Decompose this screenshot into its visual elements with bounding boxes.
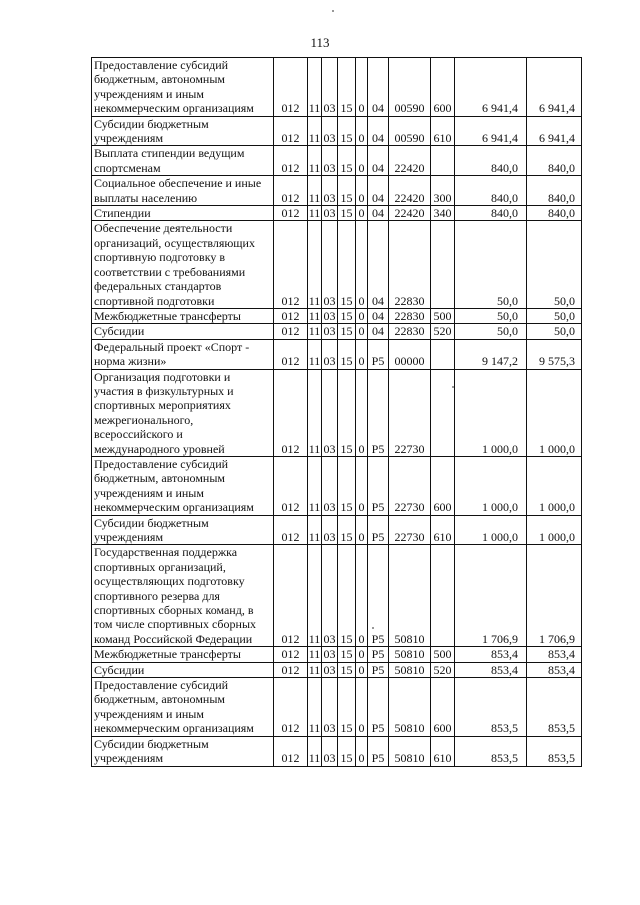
cell-ved: 012 — [274, 116, 308, 146]
cell-target-4: 22730 — [389, 515, 431, 545]
cell-target-2: 0 — [356, 545, 368, 647]
cell-subsection: 03 — [322, 116, 338, 146]
cell-target-1: 15 — [338, 678, 356, 737]
cell-ved: 012 — [274, 456, 308, 515]
cell-target-1: 15 — [338, 545, 356, 647]
page-number: 113 — [310, 35, 330, 50]
table-row — [92, 116, 582, 146]
cell-section: 11 — [308, 58, 322, 117]
cell-name: Федеральный проект «Спорт - норма жизни» — [92, 339, 274, 369]
cell-target-4: 00590 — [389, 58, 431, 117]
table-row — [92, 456, 582, 515]
cell-target-2: 0 — [356, 678, 368, 737]
cell-target-1: 15 — [338, 58, 356, 117]
cell-name: Государственная поддержка спортивных организаций, осуществляющих подготовку спортивного резерва для спортивных сборных команд, в том числе спортивных сборных команд Российской Федерации — [92, 545, 274, 647]
cell-target-1: 15 — [338, 736, 356, 766]
table-row — [92, 369, 582, 456]
cell-sum-1: 1 000,0 — [455, 515, 527, 545]
cell-target-2: 0 — [356, 206, 368, 221]
table-row — [92, 545, 582, 647]
cell-section: 11 — [308, 206, 321, 221]
cell-target-1: 15 — [338, 647, 356, 662]
cell-sum-1: 853,4 — [455, 647, 527, 662]
cell-target-1: 15 — [338, 116, 356, 146]
cell-target-1: 15 — [338, 339, 356, 369]
cell-sum-2: 840,0 — [527, 206, 582, 221]
cell-name: Субсидии — [92, 662, 274, 677]
cell-ved: 012 — [274, 662, 308, 677]
cell-target-2: 0 — [356, 308, 368, 323]
cell-ved: 012 — [274, 369, 308, 456]
cell-sum-1: 1 000,0 — [455, 369, 527, 456]
cell-ved: 012 — [274, 146, 308, 176]
cell-name: Выплата стипендии ведущим спортсменам — [92, 146, 274, 176]
cell-target-1: 15 — [338, 221, 356, 308]
cell-target-1: 15 — [338, 206, 356, 221]
cell-target-1: 15 — [338, 176, 356, 206]
cell-sum-2: 853,4 — [527, 662, 582, 677]
cell-target-4: 50810 — [389, 545, 431, 647]
cell-target-3: 04 — [368, 116, 389, 146]
cell-subsection: 03 — [323, 647, 336, 662]
cell-sum-1: 1 706,9 — [455, 545, 527, 647]
cell-subsection: 03 — [322, 678, 338, 737]
cell-subsection: 03 — [322, 146, 338, 176]
cell-sum-2: 1 000,0 — [527, 515, 582, 545]
cell-target-2: 0 — [356, 515, 368, 545]
cell-sum-1: 853,5 — [455, 678, 527, 737]
scan-speck — [332, 10, 334, 12]
cell-target-1: 15 — [338, 515, 356, 545]
cell-section: 11 — [308, 308, 321, 323]
cell-name: Предоставление субсидий бюджетным, автономным учреждениям и иным некоммерческим организациям — [92, 678, 274, 737]
cell-sum-2: 50,0 — [527, 221, 582, 308]
cell-expense-type: 610 — [431, 116, 455, 146]
cell-name: Межбюджетные трансферты — [92, 647, 274, 662]
cell-subsection: 03 — [323, 662, 336, 677]
cell-sum-2: 853,5 — [527, 678, 582, 737]
cell-section: 11 — [308, 678, 322, 737]
table-row — [92, 176, 582, 206]
cell-section: 11 — [308, 647, 321, 662]
cell-section: 11 — [308, 116, 322, 146]
cell-target-4: 50810 — [389, 678, 431, 737]
cell-sum-1: 853,5 — [455, 736, 527, 766]
cell-target-3: 04 — [368, 176, 389, 206]
cell-sum-2: 840,0 — [527, 176, 582, 206]
cell-ved: 012 — [274, 339, 308, 369]
cell-expense-type: 610 — [431, 736, 455, 766]
cell-target-2: 0 — [356, 456, 368, 515]
table-row — [92, 221, 582, 308]
cell-subsection: 03 — [323, 324, 336, 339]
cell-target-2: 0 — [356, 324, 368, 339]
cell-subsection: 03 — [322, 339, 338, 369]
cell-target-1: 15 — [338, 369, 356, 456]
cell-name: Субсидии бюджетным учреждениям — [92, 736, 274, 766]
cell-target-1: 15 — [338, 456, 356, 515]
cell-section: 11 — [308, 662, 321, 677]
cell-sum-1: 853,4 — [455, 662, 527, 677]
cell-expense-type: 500 — [431, 647, 455, 662]
cell-sum-2: 50,0 — [527, 324, 582, 339]
cell-name: Субсидии — [92, 324, 274, 339]
cell-target-2: 0 — [356, 221, 368, 308]
table-row — [92, 736, 582, 766]
cell-section: 11 — [308, 736, 322, 766]
cell-target-2: 0 — [356, 176, 368, 206]
cell-target-4: 50810 — [389, 662, 431, 677]
cell-sum-2: 6 941,4 — [527, 116, 582, 146]
cell-expense-type: 600 — [431, 456, 455, 515]
cell-section: 11 — [308, 545, 322, 647]
cell-target-1: 15 — [338, 662, 356, 677]
cell-subsection: 03 — [322, 176, 338, 206]
cell-expense-type: 600 — [431, 678, 455, 737]
cell-name: Предоставление субсидий бюджетным, автономным учреждениям и иным некоммерческим организациям — [92, 456, 274, 515]
cell-section: 11 — [308, 176, 322, 206]
cell-ved: 012 — [274, 308, 308, 323]
cell-target-2: 0 — [356, 369, 368, 456]
table-row — [92, 308, 582, 323]
cell-target-2: 0 — [356, 116, 368, 146]
cell-sum-2: 1 000,0 — [527, 369, 582, 456]
cell-sum-2: 853,4 — [527, 647, 582, 662]
cell-target-3: P5 — [368, 736, 389, 766]
cell-target-2: 0 — [356, 736, 368, 766]
cell-ved: 012 — [274, 678, 308, 737]
cell-sum-1: 840,0 — [455, 206, 527, 221]
cell-section: 11 — [308, 515, 322, 545]
cell-target-4: 00590 — [389, 116, 431, 146]
cell-target-4: 50810 — [389, 647, 431, 662]
cell-sum-2: 853,5 — [527, 736, 582, 766]
cell-target-4: 22420 — [389, 146, 431, 176]
cell-sum-1: 6 941,4 — [455, 116, 527, 146]
cell-expense-type — [431, 339, 455, 369]
cell-sum-1: 50,0 — [455, 324, 527, 339]
cell-subsection: 03 — [323, 206, 336, 221]
cell-target-4: 22730 — [389, 369, 431, 456]
cell-target-3: 04 — [368, 58, 389, 117]
cell-sum-1: 9 147,2 — [455, 339, 527, 369]
cell-ved: 012 — [274, 176, 308, 206]
cell-target-4: 22830 — [389, 324, 431, 339]
cell-expense-type — [431, 146, 455, 176]
cell-section: 11 — [308, 221, 322, 308]
cell-sum-2: 9 575,3 — [527, 339, 582, 369]
cell-ved: 012 — [274, 58, 308, 117]
cell-target-1: 15 — [338, 146, 356, 176]
cell-target-3: P5 — [368, 647, 389, 662]
cell-target-3: 04 — [368, 221, 389, 308]
table-row — [92, 146, 582, 176]
cell-target-4: 22420 — [389, 206, 431, 221]
cell-sum-1: 840,0 — [455, 176, 527, 206]
cell-name: Организация подготовки и участия в физкультурных и спортивных мероприятиях межрегионального, всероссийского и международного уровней — [92, 369, 274, 456]
cell-target-3: P5 — [368, 678, 389, 737]
cell-target-4: 22730 — [389, 456, 431, 515]
cell-target-4: 50810 — [389, 736, 431, 766]
budget-table — [91, 57, 582, 767]
cell-sum-1: 840,0 — [455, 146, 527, 176]
table-row — [92, 206, 582, 221]
cell-target-4: 22830 — [389, 221, 431, 308]
cell-ved: 012 — [274, 736, 308, 766]
cell-target-2: 0 — [356, 662, 368, 677]
cell-subsection: 03 — [322, 58, 338, 117]
cell-sum-1: 50,0 — [455, 308, 527, 323]
cell-target-3: P5 — [368, 662, 389, 677]
cell-ved: 012 — [274, 545, 308, 647]
cell-section: 11 — [308, 456, 322, 515]
cell-target-3: 04 — [368, 206, 389, 221]
cell-target-3: P5 — [368, 545, 389, 647]
cell-name: Межбюджетные трансферты — [92, 308, 274, 323]
table-row — [92, 678, 582, 737]
cell-target-4: 00000 — [389, 339, 431, 369]
cell-ved: 012 — [274, 515, 308, 545]
cell-expense-type: 500 — [431, 308, 455, 323]
cell-subsection: 03 — [323, 308, 336, 323]
cell-target-3: P5 — [368, 339, 389, 369]
cell-sum-2: 1 706,9 — [527, 545, 582, 647]
cell-ved: 012 — [274, 221, 308, 308]
cell-sum-1: 6 941,4 — [455, 58, 527, 117]
cell-subsection: 03 — [322, 545, 338, 647]
cell-name: Стипендии — [92, 206, 274, 221]
table-body — [92, 58, 582, 767]
cell-target-1: 15 — [338, 308, 356, 323]
cell-name: Обеспечение деятельности организаций, осуществляющих спортивную подготовку в соответствии с требованиями федеральных стандартов спортивной подготовки — [92, 221, 274, 308]
cell-ved: 012 — [274, 647, 308, 662]
table-row — [92, 515, 582, 545]
cell-section: 11 — [308, 324, 321, 339]
cell-expense-type: 520 — [431, 662, 455, 677]
table-row — [92, 662, 582, 677]
table-row — [92, 324, 582, 339]
cell-sum-2: 50,0 — [527, 308, 582, 323]
cell-expense-type — [431, 221, 455, 308]
cell-section: 11 — [308, 146, 322, 176]
cell-expense-type: 300 — [431, 176, 455, 206]
cell-target-3: 04 — [368, 146, 389, 176]
cell-target-3: 04 — [368, 308, 389, 323]
cell-sum-1: 50,0 — [455, 221, 527, 308]
cell-target-1: 15 — [338, 324, 356, 339]
cell-target-4: 22420 — [389, 176, 431, 206]
cell-subsection: 03 — [322, 515, 338, 545]
table-row — [92, 647, 582, 662]
cell-target-3: P5 — [368, 456, 389, 515]
cell-target-3: P5 — [368, 369, 389, 456]
cell-name: Предоставление субсидий бюджетным, автономным учреждениям и иным некоммерческим организациям — [92, 58, 274, 117]
cell-sum-2: 6 941,4 — [527, 58, 582, 117]
cell-name: Субсидии бюджетным учреждениям — [92, 116, 274, 146]
cell-subsection: 03 — [322, 369, 338, 456]
cell-name: Субсидии бюджетным учреждениям — [92, 515, 274, 545]
cell-target-2: 0 — [356, 339, 368, 369]
cell-sum-2: 1 000,0 — [527, 456, 582, 515]
cell-target-4: 22830 — [389, 308, 431, 323]
cell-expense-type: 340 — [431, 206, 455, 221]
cell-section: 11 — [308, 339, 322, 369]
cell-target-3: P5 — [368, 515, 389, 545]
cell-name: Социальное обеспечение и иные выплаты населению — [92, 176, 274, 206]
cell-expense-type — [431, 369, 455, 456]
cell-expense-type: 610 — [431, 515, 455, 545]
cell-subsection: 03 — [322, 221, 338, 308]
cell-section: 11 — [308, 369, 322, 456]
cell-expense-type — [431, 545, 455, 647]
cell-subsection: 03 — [322, 736, 338, 766]
cell-target-3: 04 — [368, 324, 389, 339]
table-row — [92, 58, 582, 117]
cell-expense-type: 520 — [431, 324, 455, 339]
cell-sum-2: 840,0 — [527, 146, 582, 176]
table-row — [92, 339, 582, 369]
cell-sum-1: 1 000,0 — [455, 456, 527, 515]
cell-ved: 012 — [274, 206, 308, 221]
cell-target-2: 0 — [356, 146, 368, 176]
cell-expense-type: 600 — [431, 58, 455, 117]
cell-subsection: 03 — [322, 456, 338, 515]
cell-target-2: 0 — [356, 58, 368, 117]
cell-target-2: 0 — [356, 647, 368, 662]
cell-ved: 012 — [274, 324, 308, 339]
